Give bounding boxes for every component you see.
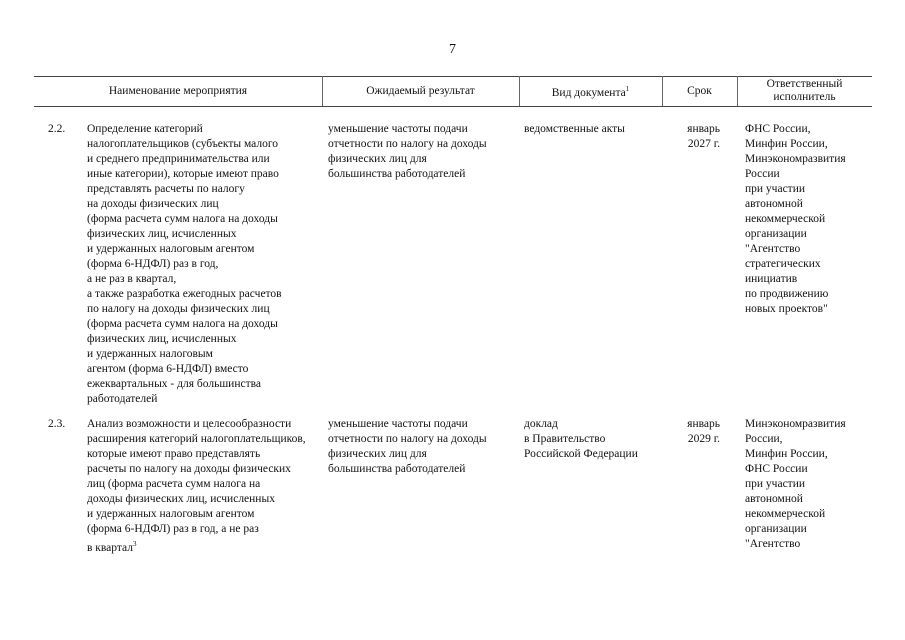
row-number: 2.2.: [48, 123, 66, 135]
footnote-marker: 1: [625, 84, 630, 93]
row-deadline: январь 2029 г.: [687, 418, 720, 445]
header-doc-type-label: Вид документа: [551, 86, 626, 99]
page-number: 7: [449, 42, 456, 57]
row-responsible: ФНС России, Минфин России, Минэкономразвития России при участии автономной некоммерческой организации "Агентство стратегических инициатив по продвижению новых проектов": [745, 123, 846, 315]
header-deadline: [662, 76, 737, 106]
header-doc-type: [519, 76, 662, 106]
header-result: [322, 76, 519, 106]
header-result-label: Ожидаемый результат: [366, 84, 475, 97]
header-responsible: [737, 76, 872, 106]
row-deadline: январь 2027 г.: [687, 123, 720, 150]
header-deadline-label: Срок: [687, 84, 712, 97]
row-name-text: Анализ возможности и целесообразности расширения категорий налогоплательщиков, которые имеют право представлять расчеты по налогу на доходы физических лиц (форма расчета сумм налога на доходы физических лиц, исчисленных и удержанных налоговым агентом (форма 6-НДФЛ) раз в год, а не раз в квартал: [87, 418, 306, 554]
row-doc-type: доклад в Правительство Российской Федерации: [524, 418, 638, 460]
row-result: уменьшение частоты подачи отчетности по налогу на доходы физических лиц для большинства работодателей: [328, 418, 487, 475]
table-header-bottom-border: [34, 106, 872, 107]
row-name: [87, 122, 319, 407]
row-number: 2.3.: [48, 418, 66, 430]
header-responsible-label: Ответственный исполнитель: [766, 78, 843, 103]
row-result: уменьшение частоты подачи отчетности по налогу на доходы физических лиц для большинства работодателей: [328, 123, 487, 180]
header-name-label: Наименование мероприятия: [108, 84, 248, 97]
footnote-marker: 3: [132, 540, 137, 548]
row-responsible: Минэкономразвития России, Минфин России, ФНС России при участии автономной некоммерческой организации "Агентство: [745, 418, 846, 550]
row-name: [87, 417, 327, 556]
row-name-text: Определение категорий налогоплательщиков (субъекты малого и среднего предпринимательства или иные категории), которые имеют право представлять расчеты по налогу на доходы физических лиц (форма расчета сумм налога на доходы физических лиц, исчисленных и удержанных налоговым агентом (форма 6-НДФЛ) раз в год, а не раз в квартал, а также разработка ежегодных расчетов по налогу на доходы физических лиц (форма расчета сумм налога на доходы физических лиц, исчисленных и удержанных налоговым агентом (форма 6-НДФЛ) вместо ежеквартальных - для большинства работодателей: [87, 123, 282, 405]
row-doc-type: ведомственные акты: [524, 123, 625, 135]
header-name: [34, 76, 322, 106]
